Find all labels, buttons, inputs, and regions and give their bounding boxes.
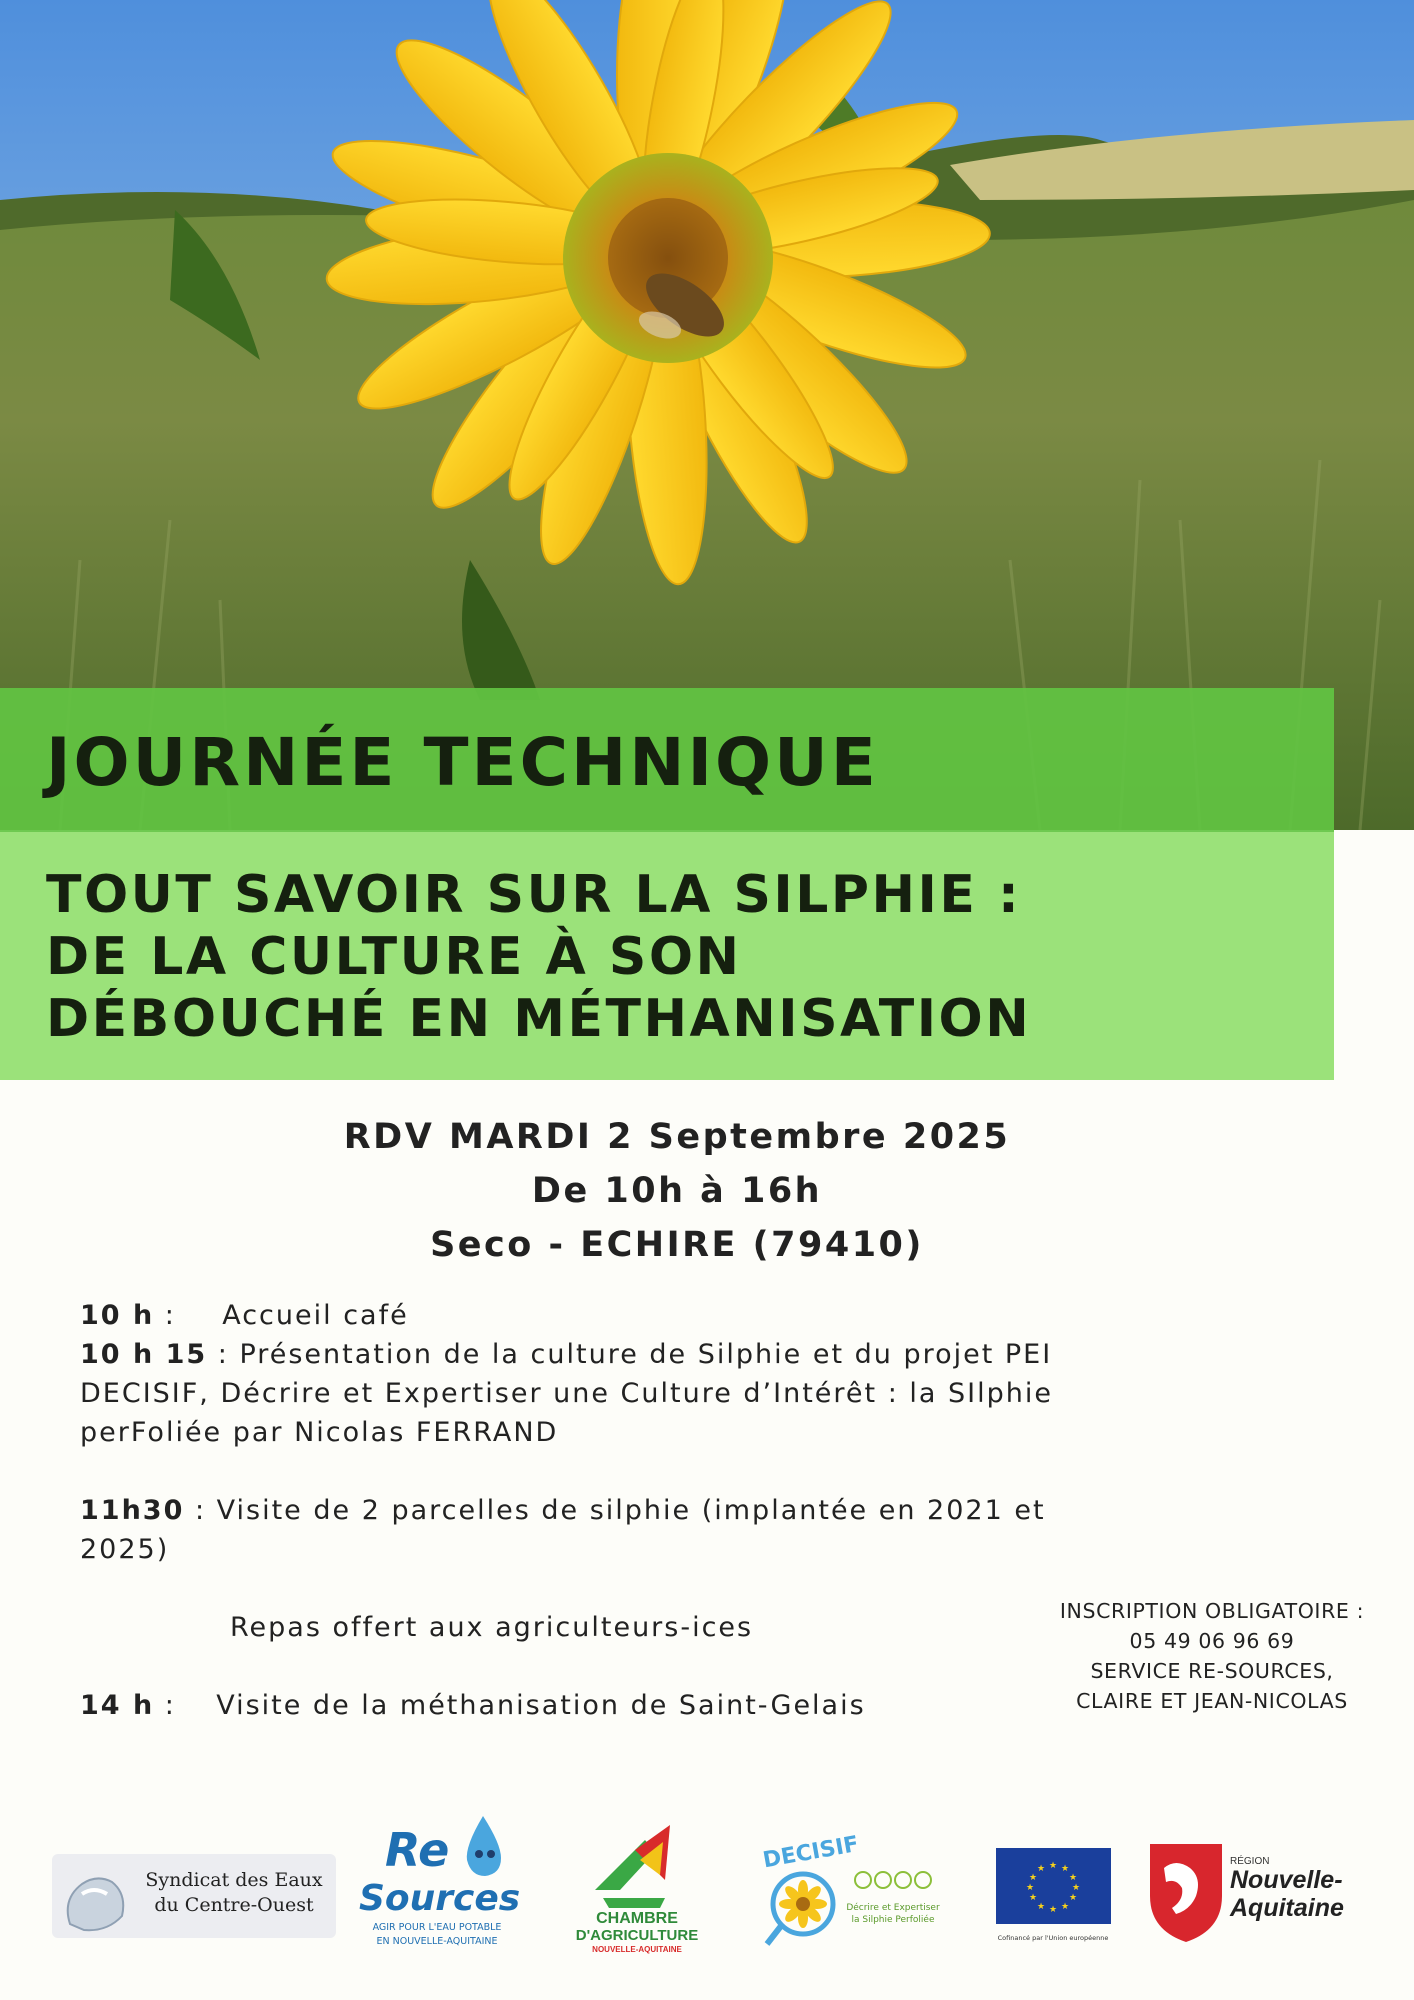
title-band xyxy=(0,688,1334,832)
chambre-line-3: NOUVELLE-AQUITAINE xyxy=(592,1945,682,1954)
region-small-label: RÉGION xyxy=(1230,1856,1270,1867)
svg-text:★: ★ xyxy=(1036,1902,1046,1912)
re-sources-re: Re xyxy=(385,1823,450,1877)
subtitle-line-1: TOUT SAVOIR SUR LA SILPHIE : xyxy=(46,865,1022,925)
svg-text:★: ★ xyxy=(1048,1905,1058,1915)
registration-heading: INSCRIPTION OBLIGATOIRE : xyxy=(1059,1599,1365,1623)
program-meal xyxy=(80,1608,1120,1647)
svg-text:★: ★ xyxy=(1028,1893,1038,1903)
registration-phone: 05 49 06 96 69 xyxy=(1129,1629,1295,1653)
logo-decisif xyxy=(755,1832,955,1956)
svg-text:★: ★ xyxy=(1028,1873,1038,1883)
logo-re-sources xyxy=(355,1808,520,1958)
sdeco-line-1: Syndicat des Eaux xyxy=(145,1869,323,1891)
program-item: 10 h 15 : Présentation de la culture de Silphie et du projet PEI DECISIF, Décrire et Expertiser une Culture d’Intérêt : la SIlphie perFoliée par Nicolas FERRAND xyxy=(80,1339,1053,1448)
partner-logos xyxy=(0,1790,1414,1970)
logo-syndicat-eaux-centre-ouest xyxy=(52,1854,336,1938)
svg-text:★: ★ xyxy=(1071,1883,1081,1893)
sdeco-line-2: du Centre-Ouest xyxy=(154,1894,314,1916)
decisif-tagline-2: la Silphie Perfoliée xyxy=(851,1915,935,1925)
logo-european-union xyxy=(996,1848,1111,1948)
event-location: Seco - ECHIRE (79410) xyxy=(430,1225,924,1265)
svg-text:★: ★ xyxy=(1068,1893,1078,1903)
program-time: 11h30 xyxy=(80,1495,185,1526)
eu-caption: Cofinancé par l'Union européenne xyxy=(997,1934,1109,1942)
re-sources-tagline-1: AGIR POUR L'EAU POTABLE xyxy=(372,1922,502,1933)
re-sources-tagline-2: EN NOUVELLE-AQUITAINE xyxy=(376,1936,498,1947)
logo-region-nouvelle-aquitaine xyxy=(1146,1838,1364,1948)
water-drop-icon xyxy=(52,1854,132,1938)
chambre-line-2: D'AGRICULTURE xyxy=(575,1927,699,1944)
registration-service: SERVICE RE-SOURCES, xyxy=(1090,1659,1334,1683)
re-sources-sources: Sources xyxy=(359,1878,520,1919)
program xyxy=(80,1296,1120,1725)
program-time: 10 h 15 xyxy=(80,1339,208,1370)
subtitle-line-3: DÉBOUCHÉ EN MÉTHANISATION xyxy=(46,989,1032,1049)
water-drop-mascot-icon xyxy=(467,1816,501,1876)
registration-info xyxy=(1032,1596,1392,1716)
svg-text:★: ★ xyxy=(1025,1883,1035,1893)
svg-text:★: ★ xyxy=(1060,1902,1070,1912)
subtitle-line-2: DE LA CULTURE À SON xyxy=(46,927,742,987)
program-text: Présentation de la culture de Silphie et du projet PEI DECISIF, Décrire et Expertiser une Culture d’Intérêt : la SIlphie perFoliée par Nicolas FERRAND xyxy=(80,1339,1053,1448)
event-hours: De 10h à 16h xyxy=(531,1171,823,1211)
decisif-name: DECISIF xyxy=(761,1832,861,1874)
svg-text:★: ★ xyxy=(1048,1861,1058,1871)
program-text: Visite de la méthanisation de Saint-Gelais xyxy=(216,1690,866,1721)
program-text: Visite de 2 parcelles de silphie (implantée en 2021 et 2025) xyxy=(80,1495,1046,1565)
program-text: Accueil café xyxy=(222,1300,409,1331)
event-title: JOURNÉE TECHNIQUE xyxy=(46,724,879,801)
logo-chambre-agriculture xyxy=(565,1820,710,1955)
subtitle-band xyxy=(0,832,1334,1080)
registration-contacts: CLAIRE ET JEAN-NICOLAS xyxy=(1076,1689,1348,1713)
decisif-tagline-1: Décrire et Expertiser xyxy=(846,1903,940,1913)
program-item: 11h30 : Visite de 2 parcelles de silphie (implantée en 2021 et 2025) xyxy=(80,1495,1046,1565)
chambre-line-1: CHAMBRE xyxy=(596,1910,678,1927)
event-subtitle xyxy=(46,864,1031,1050)
event-date: RDV MARDI 2 Septembre 2025 xyxy=(343,1117,1011,1157)
svg-text:★: ★ xyxy=(1068,1873,1078,1883)
svg-text:★: ★ xyxy=(1036,1864,1046,1874)
program-time: 14 h xyxy=(80,1690,155,1721)
svg-text:★: ★ xyxy=(1060,1864,1070,1874)
meal-text: Repas offert aux agriculteurs-ices xyxy=(230,1612,754,1643)
program-item: 14 h : Visite de la méthanisation de Saint-Gelais xyxy=(80,1690,866,1721)
region-line-1: Nouvelle- xyxy=(1230,1866,1343,1894)
region-line-2: Aquitaine xyxy=(1230,1894,1344,1922)
program-time: 10 h xyxy=(80,1300,155,1331)
program-item: 10 h : Accueil café xyxy=(80,1300,409,1331)
rendezvous-block xyxy=(0,1110,1414,1272)
